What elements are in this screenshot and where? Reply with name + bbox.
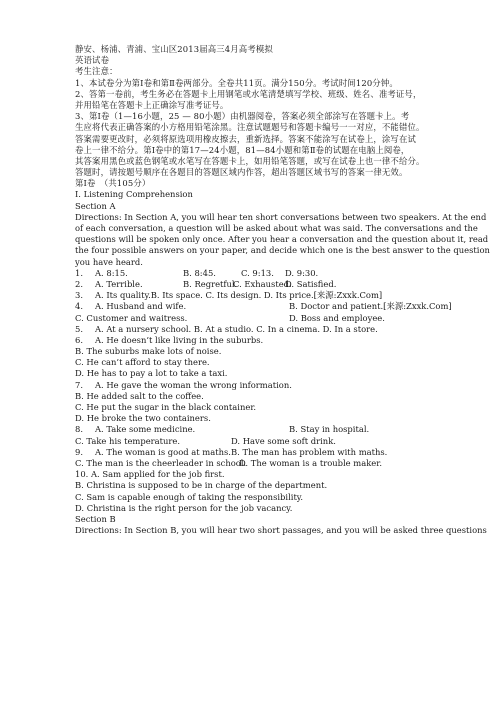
option-a: A. 8:15. <box>95 267 128 278</box>
directions-line: Directions: In Section B, you will hear two short passages, and you will be asked three questions <box>75 525 487 536</box>
question-number: 3. <box>75 290 83 301</box>
option-a: A. Husband and wife. <box>95 301 187 312</box>
option-d: D. Have some soft drink. <box>231 435 336 446</box>
option-c: C. Take his temperature. <box>75 435 181 446</box>
option-a: A. Terrible. <box>95 278 143 289</box>
question-9-cont <box>75 458 435 469</box>
option-b: B. Christina is supposed to be in charge of the department. <box>75 480 328 491</box>
directions-line: questions will be spoken only once. After you hear a conversation and the question about it, read <box>75 234 489 245</box>
option-d: D. The woman is a trouble maker. <box>239 457 383 468</box>
section-a-directions <box>75 211 490 268</box>
option-d: D. Satisfied. <box>285 278 337 289</box>
option-a: A. He doesn’t like living in the suburbs. <box>95 334 264 345</box>
option-d: D. 9:30. <box>285 267 319 278</box>
section-b-directions <box>75 525 487 536</box>
question-2 <box>75 279 435 290</box>
question-4 <box>75 301 452 312</box>
question-number: 5. <box>75 323 83 334</box>
directions-line: of each conversation, a question will be asked about what was said. The conversations and the <box>75 223 478 233</box>
directions-line: Directions: In Section A, you will hear ten short conversations between two speakers. At the end <box>75 211 487 222</box>
option-b: B. Regretful. <box>183 278 238 289</box>
question-7 <box>75 380 435 391</box>
question-number: 9. <box>75 446 83 457</box>
options: A. At a nursery school. B. At a studio. C. In a cinema. D. In a store. <box>95 323 378 334</box>
notice-3-line-3: 答案需要更改时，必须将原选项用橡皮擦去，重新选择。答案不能涂写在试卷上，涂写在试 <box>75 133 416 144</box>
question-number: 1. <box>75 267 83 278</box>
option-c: C. He put the sugar in the black container. <box>75 402 257 412</box>
option-c: C. The man is the cheerleader in school. <box>75 457 247 468</box>
notice-3-line-1: 3、第Ⅰ卷（1—16小题，25 — 80小题）由机器阅卷，答案必须全部涂写在答题卡上。考 <box>75 111 410 122</box>
question-3 <box>75 290 435 301</box>
question-number: 4. <box>75 301 83 312</box>
section-b-title: Section B <box>75 513 116 524</box>
question-8 <box>75 424 435 435</box>
notice-3-line-4: 卷上一律不给分。第Ⅰ卷中的第17—24小题，81—84小题和第Ⅱ卷的试题在电脑上阅卷， <box>75 144 410 155</box>
option-d: D. He has to pay a lot to take a taxi. <box>75 368 228 379</box>
option-c: C. Sam is capable enough of taking the responsibility. <box>75 491 304 502</box>
options: A. Its quality.B. Its space. C. Its design. D. Its price.[来源:Zxxk.Com] <box>95 290 383 301</box>
question-5 <box>75 324 435 335</box>
option-c: C. Customer and waitress. <box>75 312 188 323</box>
exam-document <box>75 44 490 536</box>
option-d: D. Boss and employee. <box>289 312 385 323</box>
question-1 <box>75 268 435 279</box>
section-a-title: Section A <box>75 200 116 211</box>
directions-line: you have heard. <box>75 256 143 267</box>
option-b: B. 8:45. <box>183 267 216 278</box>
option-c: C. 9:13. <box>241 267 274 278</box>
question-number: 2. <box>75 278 83 289</box>
option-b: B. Doctor and patient.[来源:Zxxk.Com] <box>289 301 452 312</box>
notice-2-line-2: 并用铅笔在答题卡上正确涂写准考证号。 <box>75 99 229 110</box>
notice-3-line-2: 生应将代表正确答案的小方格用铅笔涂黑。注意试题题号和答题卡编号一一对应，不能错位。 <box>75 122 425 133</box>
section-title: I. Listening Comprehension <box>75 189 193 200</box>
question-9 <box>75 447 435 458</box>
question-10-option-a: 10. A. Sam applied for the job first. <box>75 469 225 480</box>
option-b: B. The suburbs make lots of noise. <box>75 346 222 357</box>
question-8-cont <box>75 436 435 447</box>
option-a: A. Take some medicine. <box>95 424 196 435</box>
option-b: B. Stay in hospital. <box>289 424 370 435</box>
option-a: A. He gave the woman the wrong information. <box>95 379 292 390</box>
notice-3-line-5: 其答案用黑色或蓝色钢笔或水笔写在答题卡上，如用铅笔答题，或写在试卷上也一律不给分。 <box>75 155 425 166</box>
subject-title: 英语试卷 <box>75 55 110 66</box>
option-c: C. Exhausted. <box>233 278 292 289</box>
notice-3-line-6: 答题时，请按题号顺序在各题目的答题区域内作答，超出答题区域书写的答案一律无效。 <box>75 167 408 178</box>
directions-line: the four possible answers on your paper, and decide which one is the best answer to the question <box>75 245 490 256</box>
question-6 <box>75 335 435 346</box>
notice-2-line-1: 2、答第一卷前，考生务必在答题卡上用钢笔或水笔清楚填写学校、班级、姓名、准考证号， <box>75 88 422 99</box>
option-b: B. The man has problem with maths. <box>231 446 388 457</box>
option-d: D. He broke the two containers. <box>75 413 211 424</box>
option-a: A. The woman is good at maths. <box>95 446 231 457</box>
question-4-cont <box>75 313 435 324</box>
question-number: 7. <box>75 379 83 390</box>
option-b: B. He added salt to the coffee. <box>75 390 204 401</box>
part-1-heading: 第Ⅰ卷 （共105分） <box>75 178 151 189</box>
question-number: 8. <box>75 424 83 435</box>
option-d: D. Christina is the right person for the job vacancy. <box>75 502 293 513</box>
notice-1: 1、本试卷分为第Ⅰ卷和第Ⅱ卷两部分。全卷共11页。满分150分。考试时间120分钟。 <box>75 77 398 88</box>
exam-title: 静安、杨浦、青浦、宝山区2013届高三4月高考模拟 <box>75 44 273 54</box>
question-number: 6. <box>75 334 83 345</box>
option-c: C. He can’t afford to stay there. <box>75 357 210 368</box>
notice-heading: 考生注意： <box>75 66 118 77</box>
